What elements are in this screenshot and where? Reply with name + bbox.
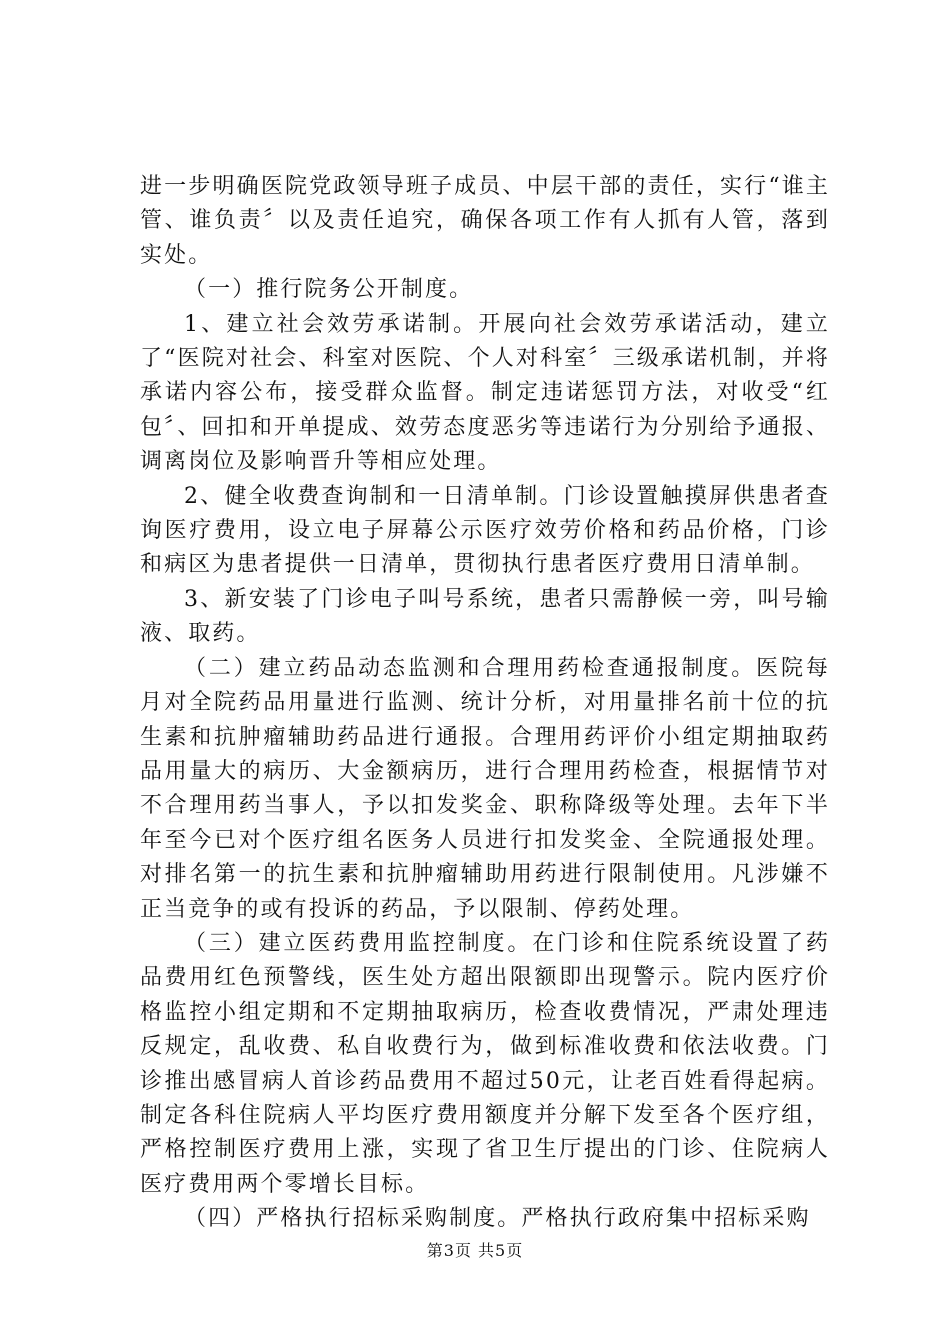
paragraph-4: 2、健全收费查询制和一日清单制。门诊设置触摸屏供患者查询医疗费用，设立电子屏幕公示医疗效劳价格和药品价格，门诊和病区为患者提供一日清单，贯彻执行患者医疗费用日清单制。 [140, 483, 830, 578]
paragraph-7: （三）建立医药费用监控制度。在门诊和住院系统设置了药品费用红色预警线，医生处方超出限额即出现警示。院内医疗价格监控小组定期和不定期抽取病历，检查收费情况，严肃处理违反规定，乱收费、私自收费行为，做到标准收费和依法收费。门诊推出感冒病人首诊药品费用不超过50元，让老百姓看得起病。制定各科住院病人平均医疗费用额度并分解下发至各个医疗组，严格控制医疗费用上涨，实现了省卫生厅提出的门诊、住院病人医疗费用两个零增长目标。 [140, 930, 830, 1197]
paragraph-3: 1、建立社会效劳承诺制。开展向社会效劳承诺活动，建立了“医院对社会、科室对医院、个人对科室〞三级承诺机制，并将承诺内容公布，接受群众监督。制定违诺惩罚方法，对收受“红包〞、回扣和开单提成、效劳态度恶劣等违诺行为分别给予通报、调离岗位及影响晋升等相应处理。 [140, 311, 830, 475]
paragraph-5: 3、新安装了门诊电子叫号系统，患者只需静候一旁，叫号输液、取药。 [140, 586, 830, 647]
page-footer: 第3页 共5页 [426, 1241, 524, 1260]
paragraph-2: （一）推行院务公开制度。 [184, 277, 474, 303]
paragraph-6: （二）建立药品动态监测和合理用药检查通报制度。医院每月对全院药品用量进行监测、统计分析，对用量排名前十位的抗生素和抗肿瘤辅助药品进行通报。合理用药评价小组定期抽取药品用量大的病历、大金额病历，进行合理用药检查，根据情节对不合理用药当事人，予以扣发奖金、职称降级等处理。去年下半年至今已对个医疗组名医务人员进行扣发奖金、全院通报处理。对排名第一的抗生素和抗肿瘤辅助用药进行限制使用。凡涉嫌不正当竞争的或有投诉的药品，予以限制、停药处理。 [140, 655, 830, 922]
paragraph-8: （四）严格执行招标采购制度。严格执行政府集中招标采购 [184, 1206, 811, 1232]
paragraph-1: 进一步明确医院党政领导班子成员、中层干部的责任，实行“谁主管、谁负责〞以及责任追究，确保各项工作有人抓有人管，落到实处。 [140, 174, 830, 268]
document-body [140, 170, 830, 1237]
